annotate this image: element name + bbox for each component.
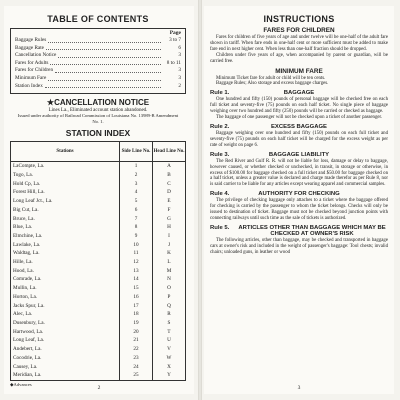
station-row	[11, 275, 186, 284]
toc-entry-page: 6	[178, 44, 181, 51]
station-row	[11, 232, 186, 241]
rule-number: Rule 4.	[210, 191, 230, 198]
toc-entry	[15, 52, 181, 60]
toc-entry-label: Fares for Adults	[15, 59, 49, 66]
station-row	[11, 363, 186, 372]
station-name: Lawlake, La.	[11, 241, 120, 250]
side-line-no: 9	[120, 232, 153, 241]
side-line-no: 4	[120, 188, 153, 197]
side-line-no: 10	[120, 241, 153, 250]
side-line-no: 18	[120, 310, 153, 319]
toc-title: TABLE OF CONTENTS	[47, 14, 149, 24]
station-name: Elmchine, La.	[11, 232, 120, 241]
rule-title: EXCESS BAGGAGE	[271, 123, 327, 130]
head-line-no: W	[153, 354, 186, 363]
head-line-no: S	[153, 319, 186, 328]
station-row	[11, 293, 186, 302]
toc-list	[15, 37, 181, 90]
rule-text: Baggage weighing over one hundred and fifty (150) pounds on each full ticket and seventy-five (75) pounds on each half ticket will be charged for the excess weight as per rate of weight on page 6.	[210, 130, 388, 148]
station-row	[11, 267, 186, 276]
station-name: Long Leaf, La.	[11, 336, 120, 345]
toc-leader-dots	[45, 83, 161, 89]
station-name: Hold Cp, La.	[11, 180, 120, 189]
toc-entry	[15, 45, 181, 53]
col-side-line: Side Line No.	[120, 142, 153, 162]
station-row	[11, 302, 186, 311]
side-line-no: 3	[120, 180, 153, 189]
cancellation-authority-text: Issued under authority of Railroad Commission of Louisiana No. 13989-B Amendment No. 1.	[17, 113, 179, 124]
rule-heading	[210, 225, 388, 237]
station-name: Meridian, La.	[11, 371, 120, 380]
station-row	[11, 241, 186, 250]
station-name: LaCompte, La.	[11, 162, 120, 171]
side-line-no: 16	[120, 293, 153, 302]
station-row	[11, 162, 186, 171]
side-line-no: 19	[120, 319, 153, 328]
toc-entry-label: Fares for Children	[15, 67, 54, 74]
head-line-no: J	[153, 241, 186, 250]
station-name: Cocodrie, La.	[11, 354, 120, 363]
toc-page-header: Page	[169, 30, 181, 36]
rule-text: The privilege of checking baggage only attaches to a ticket where the baggage offered for checking is carried by the passenger to whom the ticket belongs. Checks will only be issued to destination of ticket. Baggage must not be checked beyond junction points with connecting railways until such time as the sale of tickets is authorized.	[210, 198, 388, 221]
side-line-no: 5	[120, 197, 153, 206]
fares-children-text: Fares for children of five years of age and under twelve will be one-half of the adult fare shown in tariff. When fare ends in one-half cent or more sufficient must be added to make fare end in next higher cent. When less than one-half fraction should be dropped.	[210, 35, 388, 52]
rule-title: ARTICLES OTHER THAN BAGGAGE WHICH MAY BE CHECKED AT OWNER'S RISK	[238, 224, 386, 237]
station-name: Blue, La.	[11, 223, 120, 232]
toc-leader-dots	[48, 75, 161, 81]
rule-text: The baggage of one passenger will not be checked upon a ticket of another passenger.	[216, 115, 383, 121]
toc-entry-page: 3	[178, 52, 181, 59]
station-row	[11, 223, 186, 232]
rule-number: Rule 3.	[210, 151, 230, 158]
side-line-no: 12	[120, 258, 153, 267]
station-row	[11, 171, 186, 180]
rule-heading	[210, 90, 388, 96]
page-number-right: 3	[297, 385, 301, 391]
station-name: Long Leaf Jct., La.	[11, 197, 120, 206]
station-name: Dusenbury, La.	[11, 319, 120, 328]
station-name: Comrade, La.	[11, 275, 120, 284]
side-line-no: 22	[120, 345, 153, 354]
station-name: Waldtag, La.	[11, 249, 120, 258]
station-name: Hille, La.	[11, 258, 120, 267]
head-line-no: V	[153, 345, 186, 354]
head-line-no: R	[153, 310, 186, 319]
right-page	[204, 6, 394, 394]
fares-children-free-text: Children under five years of age, when accompanied by parent or guardian, will be carried free.	[210, 52, 388, 64]
col-head-line: Head Line No.	[153, 142, 186, 162]
head-line-no: E	[153, 197, 186, 206]
station-index-table	[10, 141, 186, 381]
fares-children-heading: FARES FOR CHILDREN	[263, 27, 335, 34]
footnote: ◆Advances	[10, 381, 32, 387]
col-stations: Stations	[11, 142, 120, 162]
head-line-no: D	[153, 188, 186, 197]
head-line-no: O	[153, 284, 186, 293]
station-row	[11, 371, 186, 380]
head-line-no: L	[153, 258, 186, 267]
station-row	[11, 319, 186, 328]
side-line-no: 6	[120, 206, 153, 215]
station-name: Bruce, La.	[11, 215, 120, 224]
side-line-no: 1	[120, 162, 153, 171]
toc-entry-page: 8 to 11	[166, 59, 181, 66]
station-row	[11, 328, 186, 337]
baggage-rules-note: Baggage Rules; Also storage and excess baggage charges.	[216, 81, 329, 87]
book-gutter	[198, 0, 202, 400]
head-line-no: C	[153, 180, 186, 189]
toc-entry-label: Baggage Rate	[15, 44, 44, 51]
station-row	[11, 180, 186, 189]
toc-leader-dots	[46, 45, 161, 51]
rule-title: BAGGAGE	[283, 90, 315, 97]
toc-entry	[15, 37, 181, 45]
rule-number: Rule 1.	[210, 90, 230, 97]
toc-entry-page: 2	[178, 82, 181, 89]
toc-entry-page: 3	[178, 74, 181, 81]
toc-entry	[15, 83, 181, 91]
station-row	[11, 354, 186, 363]
station-name: Horton, La.	[11, 293, 120, 302]
head-line-no: T	[153, 328, 186, 337]
head-line-no: Y	[153, 371, 186, 380]
toc-entry	[15, 75, 181, 83]
side-line-no: 8	[120, 223, 153, 232]
head-line-no: P	[153, 293, 186, 302]
rule-number: Rule 5.	[210, 224, 230, 231]
rule-title: AUTHORITY FOR CHECKING	[258, 191, 340, 198]
station-row	[11, 258, 186, 267]
side-line-no: 15	[120, 284, 153, 293]
side-line-no: 2	[120, 171, 153, 180]
toc-leader-dots	[48, 37, 161, 43]
rule-heading	[210, 152, 388, 158]
station-row	[11, 188, 186, 197]
station-row	[11, 345, 186, 354]
head-line-no: X	[153, 363, 186, 372]
head-line-no: N	[153, 275, 186, 284]
station-row	[11, 336, 186, 345]
cancellation-notice-text: Lines La., Eliminated account station abandoned.	[48, 108, 148, 114]
toc-entry-label: Minimum Fare	[15, 74, 47, 81]
minimum-fare-text: Minimum Ticket fare for adult or child will be ten cents.	[216, 75, 326, 81]
head-line-no: I	[153, 232, 186, 241]
station-row	[11, 215, 186, 224]
station-name: Big Cut, La.	[11, 206, 120, 215]
side-line-no: 14	[120, 275, 153, 284]
toc-entry-page: 3 to 7	[169, 37, 181, 43]
rule-heading	[210, 124, 388, 130]
head-line-no: H	[153, 223, 186, 232]
station-row	[11, 206, 186, 215]
station-name: Jacks Spur, La.	[11, 302, 120, 311]
toc-entry-label: Baggage Rules	[15, 37, 47, 43]
toc-entry-label: Station Index	[15, 82, 43, 89]
side-line-no: 17	[120, 302, 153, 311]
head-line-no: G	[153, 215, 186, 224]
rules-list	[210, 90, 388, 255]
rule-heading	[210, 191, 388, 197]
side-line-no: 11	[120, 249, 153, 258]
rule-text: The Red River and Gulf R. R. will not be liable for loss, damage or delay to baggage, however caused, or whether checked or unchecked, in transit, in storage or otherwise, in excess of $100.00 for baggage checked on a full ticket and $50.00 for baggage checked on a half ticket, unless a greater value is declared and charge made therefor as per Rule 8, nor is said carrier to be liable for any articles except wearing apparel and commercial samples.	[210, 158, 388, 188]
side-line-no: 7	[120, 215, 153, 224]
station-row	[11, 284, 186, 293]
head-line-no: A	[153, 162, 186, 171]
station-row	[11, 249, 186, 258]
station-name: Togo, La.	[11, 171, 120, 180]
head-line-no: M	[153, 267, 186, 276]
page-number-left: 2	[97, 385, 101, 391]
station-name: Andebert, La.	[11, 345, 120, 354]
side-line-no: 23	[120, 354, 153, 363]
side-line-no: 21	[120, 336, 153, 345]
head-line-no: K	[153, 249, 186, 258]
toc-entry-page: 3	[178, 67, 181, 74]
head-line-no: F	[153, 206, 186, 215]
cancellation-notice-title: ★CANCELLATION NOTICE	[46, 98, 150, 108]
rule-text: The following articles, other than baggage, may be checked and transported in baggage cars at owner's risk and included in the weight of passenger's baggage: Tool chests; invalid chairs; unloaded guns, in leather or wood	[210, 237, 388, 255]
station-rows	[11, 162, 186, 381]
station-index-title: STATION INDEX	[65, 128, 131, 139]
station-name: Hartwood, La.	[11, 328, 120, 337]
head-line-no: U	[153, 336, 186, 345]
station-name: Hood, La.	[11, 267, 120, 276]
head-line-no: Q	[153, 302, 186, 311]
rule-number: Rule 2.	[210, 123, 230, 130]
station-name: Causey, La.	[11, 363, 120, 372]
station-name: Mullin, La.	[11, 284, 120, 293]
toc-leader-dots	[50, 60, 161, 66]
side-line-no: 13	[120, 267, 153, 276]
toc-entry-label: Cancellation Notice	[15, 52, 57, 59]
station-name: Alec, La.	[11, 310, 120, 319]
toc-entry	[15, 67, 181, 75]
side-line-no: 20	[120, 328, 153, 337]
instructions-title: INSTRUCTIONS	[263, 14, 335, 24]
side-line-no: 24	[120, 363, 153, 372]
side-line-no: 25	[120, 371, 153, 380]
rule-text: One hundred and fifty (150) pounds of personal baggage will be checked free on each full ticket and seventy-five (75) pounds on each half ticket. No single piece of baggage weighing over two hundred and fifty (250) pounds will be carried or checked as baggage.	[210, 97, 388, 115]
station-row	[11, 197, 186, 206]
head-line-no: B	[153, 171, 186, 180]
station-name: Forest Hill, La.	[11, 188, 120, 197]
toc-box	[10, 28, 186, 94]
toc-leader-dots	[58, 52, 161, 58]
station-row	[11, 310, 186, 319]
toc-leader-dots	[55, 67, 161, 73]
rule-title: BAGGAGE LIABILITY	[268, 151, 330, 158]
minimum-fare-heading: MINIMUM FARE	[275, 67, 323, 75]
left-page	[4, 6, 194, 394]
